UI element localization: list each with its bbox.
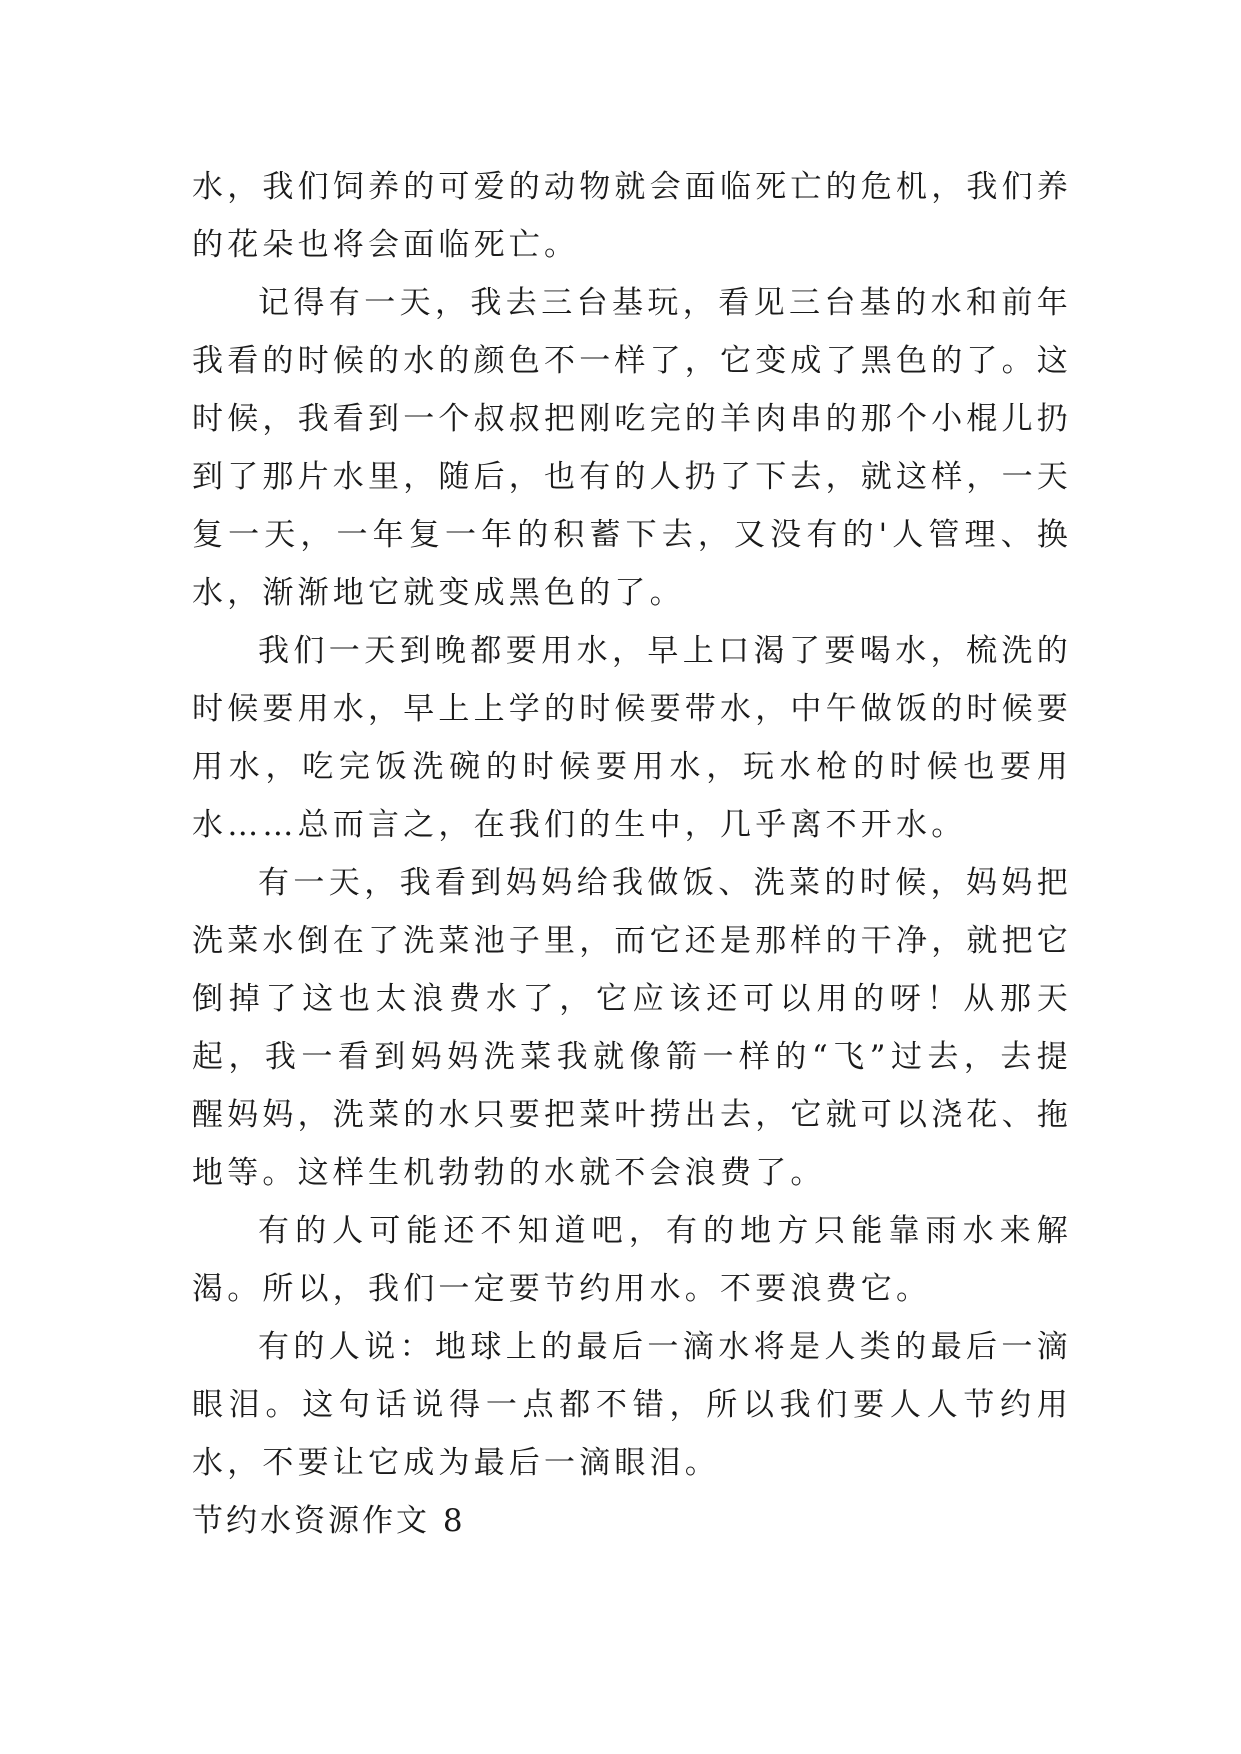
paragraph-4: 有一天，我看到妈妈给我做饭、洗菜的时候，妈妈把洗菜水倒在了洗菜池子里，而它还是那样的干净，就把它倒掉了这也太浪费水了，它应该还可以用的呀！从那天起，我一看到妈妈洗菜我就像箭一样的“飞”过去，去提醒妈妈，洗菜的水只要把菜叶捞出去，它就可以浇花、拖地等。这样生机勃勃的水就不会浪费了。 [192, 865, 1072, 1191]
paragraph-6: 有的人说：地球上的最后一滴水将是人类的最后一滴眼泪。这句话说得一点都不错，所以我们要人人节约用水，不要让它成为最后一滴眼泪。 [192, 1329, 1072, 1481]
paragraph-2: 记得有一天，我去三台基玩，看见三台基的水和前年我看的时候的水的颜色不一样了，它变成了黑色的了。这时候，我看到一个叔叔把刚吃完的羊肉串的那个小棍儿扔到了那片水里，随后，也有的人扔了下去，就这样，一天复一天，一年复一年的积蓄下去，又没有的'人管理、换水，渐渐地它就变成黑色的了。 [192, 285, 1072, 611]
paragraph-1: 水，我们饲养的可爱的动物就会面临死亡的危机，我们养的花朵也将会面临死亡。 [192, 169, 1072, 263]
paragraph-5: 有的人可能还不知道吧，有的地方只能靠雨水来解渴。所以，我们一定要节约用水。不要浪费它。 [192, 1213, 1072, 1307]
paragraph-3: 我们一天到晚都要用水，早上口渴了要喝水，梳洗的时候要用水，早上上学的时候要带水，中午做饭的时候要用水，吃完饭洗碗的时候要用水，玩水枪的时候也要用水……总而言之，在我们的生中，几乎离不开水。 [192, 633, 1072, 843]
document-page [192, 158, 1072, 1550]
section-heading: 节约水资源作文 8 [192, 1503, 466, 1539]
